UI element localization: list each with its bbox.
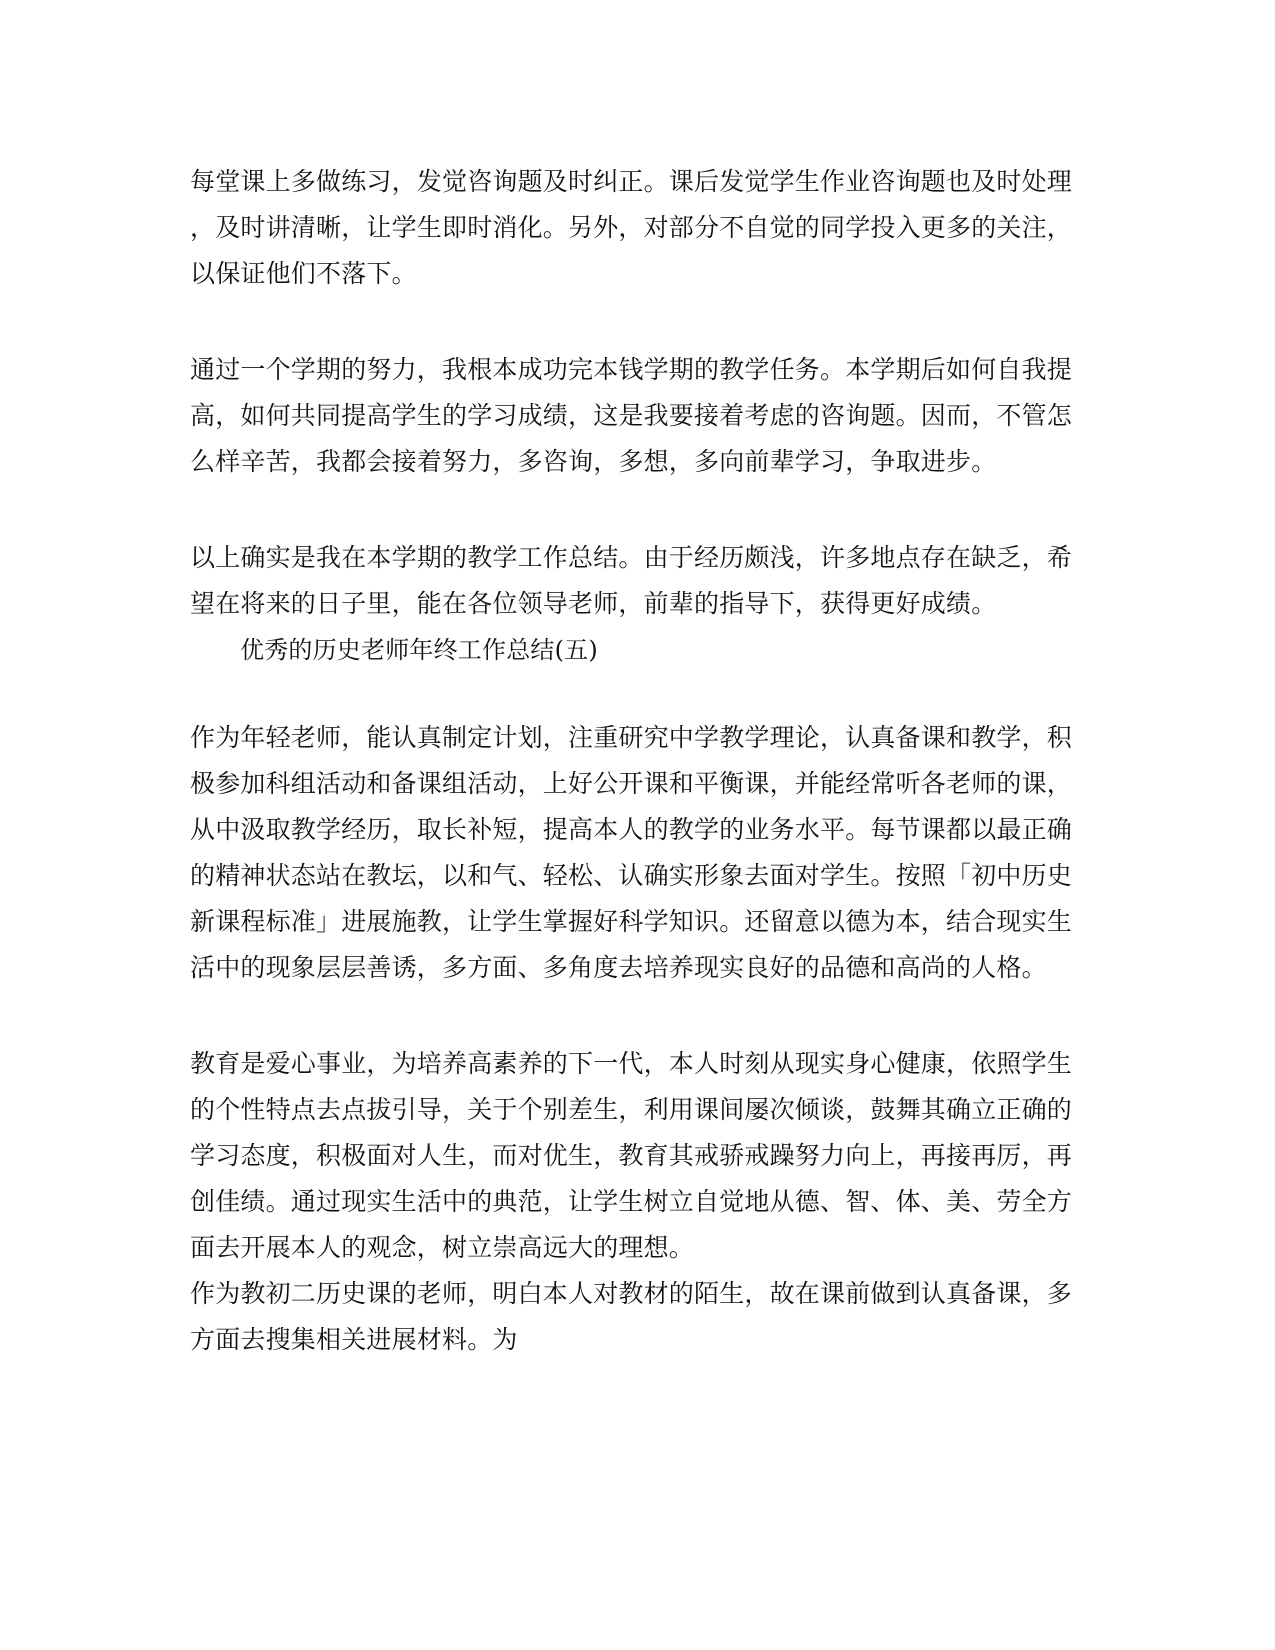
text-line: ，及时讲清晰，让学生即时消化。另外，对部分不自觉的同学投入更多的关注， (190, 213, 1073, 242)
text-line: 作为年轻老师，能认真制定计划，注重研究中学教学理论，认真备课和教学，积 (190, 723, 1073, 752)
text-line: 高，如何共同提高学生的学习成绩，这是我要接着考虑的咨询题。因而，不管怎 (190, 401, 1073, 430)
text-line: 方面去搜集相关进展材料。为 (190, 1325, 518, 1354)
text-line: 么样辛苦，我都会接着努力，多咨询，多想，多向前辈学习，争取进步。 (190, 447, 997, 476)
text-line: 的个性特点去点拔引导，关于个别差生，利用课间屡次倾谈，鼓舞其确立正确的 (190, 1095, 1073, 1124)
text-line: 新课程标准」进展施教，让学生掌握好科学知识。还留意以德为本，结合现实生 (190, 907, 1073, 936)
text-line: 作为教初二历史课的老师，明白本人对教材的陌生，故在课前做到认真备课，多 (190, 1279, 1073, 1308)
text-line: 以保证他们不落下。 (190, 259, 417, 288)
text-line: 面去开展本人的观念，树立崇高远大的理想。 (190, 1233, 695, 1262)
text-line: 学习态度，积极面对人生，而对优生，教育其戒骄戒躁努力向上，再接再厉，再 (190, 1141, 1073, 1170)
text-line: 从中汲取教学经历，取长补短，提高本人的教学的业务水平。每节课都以最正确 (190, 815, 1073, 844)
text-line: 每堂课上多做练习，发觉咨询题及时纠正。课后发觉学生作业咨询题也及时处理 (190, 167, 1073, 196)
text-line: 活中的现象层层善诱，多方面、多角度去培养现实良好的品德和高尚的人格。 (190, 953, 1047, 982)
text-line: 通过一个学期的努力，我根本成功完本钱学期的教学任务。本学期后如何自我提 (190, 355, 1073, 384)
text-line: 教育是爱心事业，为培养高素养的下一代，本人时刻从现实身心健康，依照学生 (190, 1049, 1073, 1078)
text-line: 创佳绩。通过现实生活中的典范，让学生树立自觉地从德、智、体、美、劳全方 (190, 1187, 1073, 1216)
text-line: 的精神状态站在教坛，以和气、轻松、认确实形象去面对学生。按照「初中历史 (190, 861, 1073, 890)
text-line: 望在将来的日子里，能在各位领导老师，前辈的指导下，获得更好成绩。 (190, 589, 997, 618)
section-heading: 优秀的历史老师年终工作总结(五) (240, 636, 598, 664)
text-line: 极参加科组活动和备课组活动，上好公开课和平衡课，并能经常听各老师的课， (190, 769, 1073, 798)
text-line: 以上确实是我在本学期的教学工作总结。由于经历颇浅，许多地点存在缺乏，希 (190, 543, 1073, 572)
